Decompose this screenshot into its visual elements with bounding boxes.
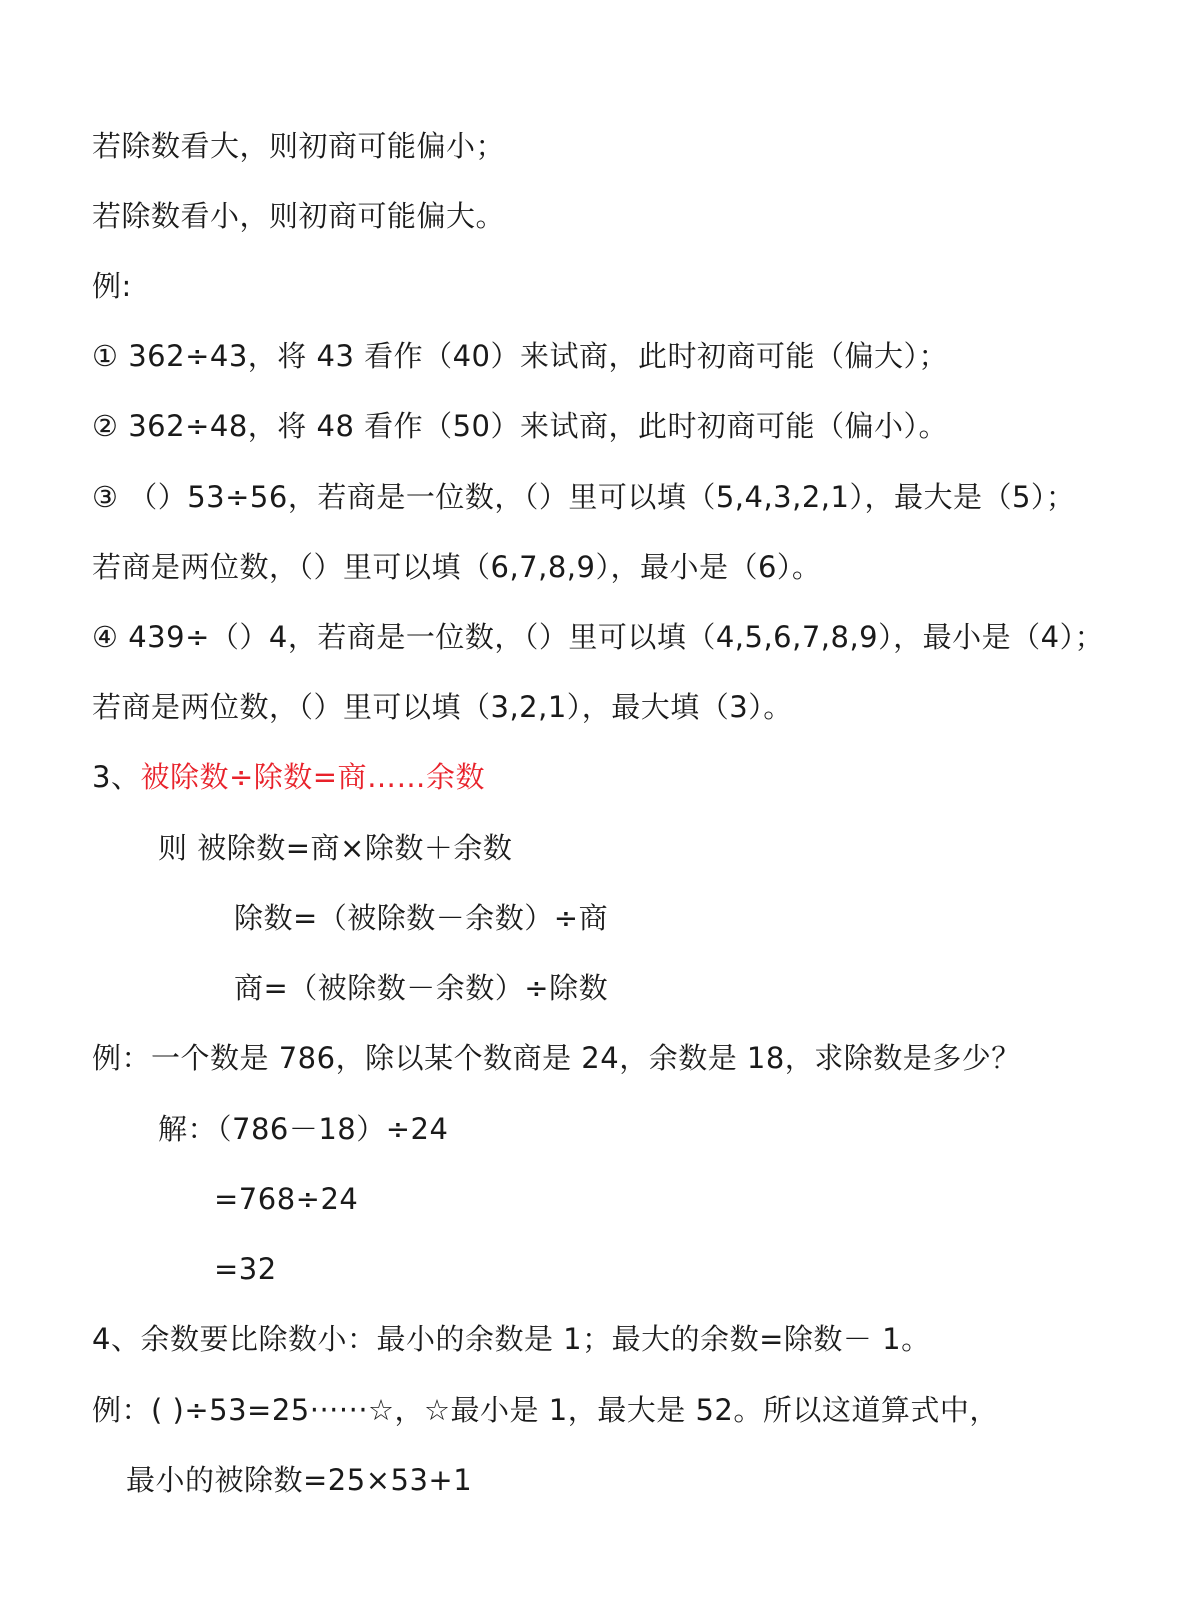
example-item-1: ① 362÷43，将 43 看作（40）来试商，此时初商可能（偏大）； [92,339,949,373]
solution-step-1: 解：（786－18）÷24 [158,1112,449,1146]
formula-dividend: 则 被除数=商×除数＋余数 [158,831,513,865]
example-label: 例: [92,269,132,303]
example-item-4: ④ 439÷（）4，若商是一位数，（）里可以填（4,5,6,7,8,9），最小是（4）； [92,620,1105,654]
section-3-rule: 被除数÷除数=商……余数 [140,760,486,794]
formula-divisor: 除数=（被除数－余数）÷商 [234,901,609,935]
solution-step-3: =32 [214,1252,277,1286]
text-line-1: 若除数看大，则初商可能偏小； [92,129,506,163]
section-4-rule: 4、余数要比除数小：最小的余数是 1；最大的余数=除数－ 1。 [92,1322,931,1356]
section-3-heading [92,757,485,797]
example-item-3: ③ （）53÷56，若商是一位数，（）里可以填（5,4,3,2,1），最大是（5）； [92,480,1076,514]
section-3-example: 例：一个数是 786，除以某个数商是 24，余数是 18，求除数是多少？ [92,1041,1021,1075]
example-item-3-continued: 若商是两位数，（）里可以填（6,7,8,9），最小是（6）。 [92,550,822,584]
solution-step-2: =768÷24 [214,1182,359,1216]
formula-quotient: 商=（被除数－余数）÷除数 [234,971,609,1005]
example-item-2: ② 362÷48，将 48 看作（50）来试商，此时初商可能（偏小）。 [92,409,949,443]
section-4-example: 例：( )÷53=25······☆，☆最小是 1，最大是 52。所以这道算式中， [92,1393,999,1427]
example-item-4-continued: 若商是两位数，（）里可以填（3,2,1），最大填（3）。 [92,690,793,724]
minimum-dividend: 最小的被除数=25×53+1 [126,1463,473,1497]
section-3-number: 3、 [92,760,141,794]
text-line-2: 若除数看小，则初商可能偏大。 [92,199,506,233]
